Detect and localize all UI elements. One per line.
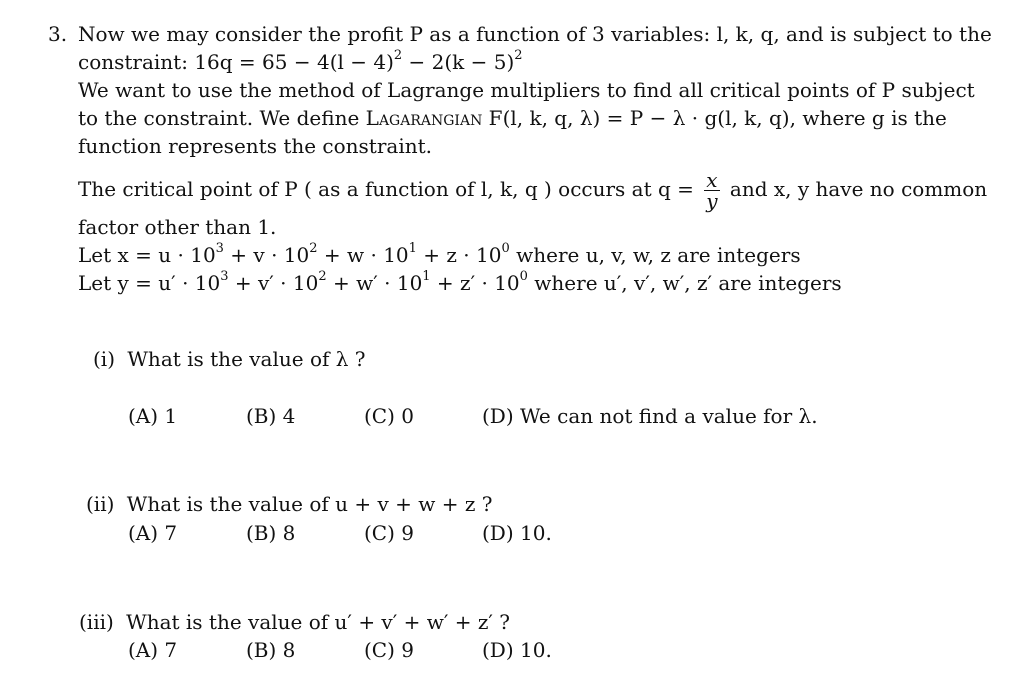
option-c[interactable]: (C) 9 <box>364 638 414 662</box>
critical-point-post: and x, y have no common <box>729 177 988 201</box>
def-y-b: + v′ · 10 <box>228 271 319 295</box>
def-y-e1: 3 <box>220 269 229 285</box>
fraction-x-over-y <box>704 170 719 211</box>
question-label: (iii) <box>79 610 114 634</box>
def-x-e4: 0 <box>501 241 510 257</box>
question-text: What is the value of u′ + v′ + w′ + z′ ? <box>126 610 511 634</box>
fraction-denominator: y <box>706 189 718 213</box>
lagrangian-post: F(l, k, q, λ) = P − λ · g(l, k, q), where g is the <box>482 106 947 130</box>
def-x-e3: 1 <box>408 241 417 257</box>
def-x-e2: 2 <box>309 241 318 257</box>
problem-line-3: We want to use the method of Lagrange multipliers to find all critical points of P subject <box>78 78 975 102</box>
option-b[interactable]: (B) 8 <box>246 521 296 545</box>
problem-line-1: Now we may consider the profit P as a function of 3 variables: l, k, q, and is subject to the <box>78 22 992 46</box>
option-a[interactable]: (A) 1 <box>128 404 178 428</box>
definition-x-line <box>78 241 801 269</box>
definition-y-line <box>78 269 842 297</box>
constraint-text-a: constraint: 16q = 65 − 4(l − 4) <box>78 50 394 74</box>
question-2 <box>86 490 492 518</box>
problem-line-7: factor other than 1. <box>78 215 277 239</box>
question-text: What is the value of u + v + w + z ? <box>126 492 493 516</box>
def-y-d: + z′ · 10 <box>430 271 520 295</box>
constraint-text-b: − 2(k − 5) <box>402 50 515 74</box>
def-y-tail: where u′, v′, w′, z′ are integers <box>527 271 842 295</box>
question-text: What is the value of λ ? <box>127 347 366 371</box>
option-c[interactable]: (C) 0 <box>364 404 414 428</box>
lagrangian-term: Lagarangian <box>365 106 483 130</box>
option-d[interactable]: (D) 10. <box>482 638 552 662</box>
option-b[interactable]: (B) 8 <box>246 638 296 662</box>
question-3 <box>79 608 510 636</box>
def-x-e1: 3 <box>215 241 224 257</box>
constraint-exp-a: 2 <box>393 48 403 64</box>
option-a[interactable]: (A) 7 <box>128 521 178 545</box>
def-x-tail: where u, v, w, z are integers <box>509 243 801 267</box>
option-d[interactable]: (D) We can not find a value for λ. <box>482 404 818 428</box>
def-y-e3: 1 <box>422 269 431 285</box>
lagrangian-pre: to the constraint. We define <box>78 106 366 130</box>
def-y-e2: 2 <box>318 269 327 285</box>
option-a[interactable]: (A) 7 <box>128 638 178 662</box>
question-1 <box>93 345 366 373</box>
fraction-numerator: x <box>706 168 718 192</box>
option-b[interactable]: (B) 4 <box>246 404 296 428</box>
option-c[interactable]: (C) 9 <box>364 521 414 545</box>
critical-point-line <box>78 168 987 211</box>
def-x-a: Let x = u · 10 <box>78 243 216 267</box>
question-label: (i) <box>93 347 116 371</box>
option-d[interactable]: (D) 10. <box>482 521 552 545</box>
constraint-line <box>78 48 523 76</box>
critical-point-pre: The critical point of P ( as a function of l, k, q ) occurs at q = <box>78 177 694 201</box>
def-x-c: + w · 10 <box>317 243 409 267</box>
def-y-a: Let y = u′ · 10 <box>78 271 221 295</box>
def-y-c: + w′ · 10 <box>326 271 423 295</box>
question-label: (ii) <box>86 492 115 516</box>
def-y-e4: 0 <box>519 269 528 285</box>
problem-number: 3. <box>48 22 68 46</box>
constraint-exp-b: 2 <box>514 48 523 64</box>
def-x-d: + z · 10 <box>416 243 502 267</box>
lagrangian-line <box>78 104 947 132</box>
def-x-b: + v · 10 <box>223 243 310 267</box>
problem-line-5: function represents the constraint. <box>78 134 433 158</box>
